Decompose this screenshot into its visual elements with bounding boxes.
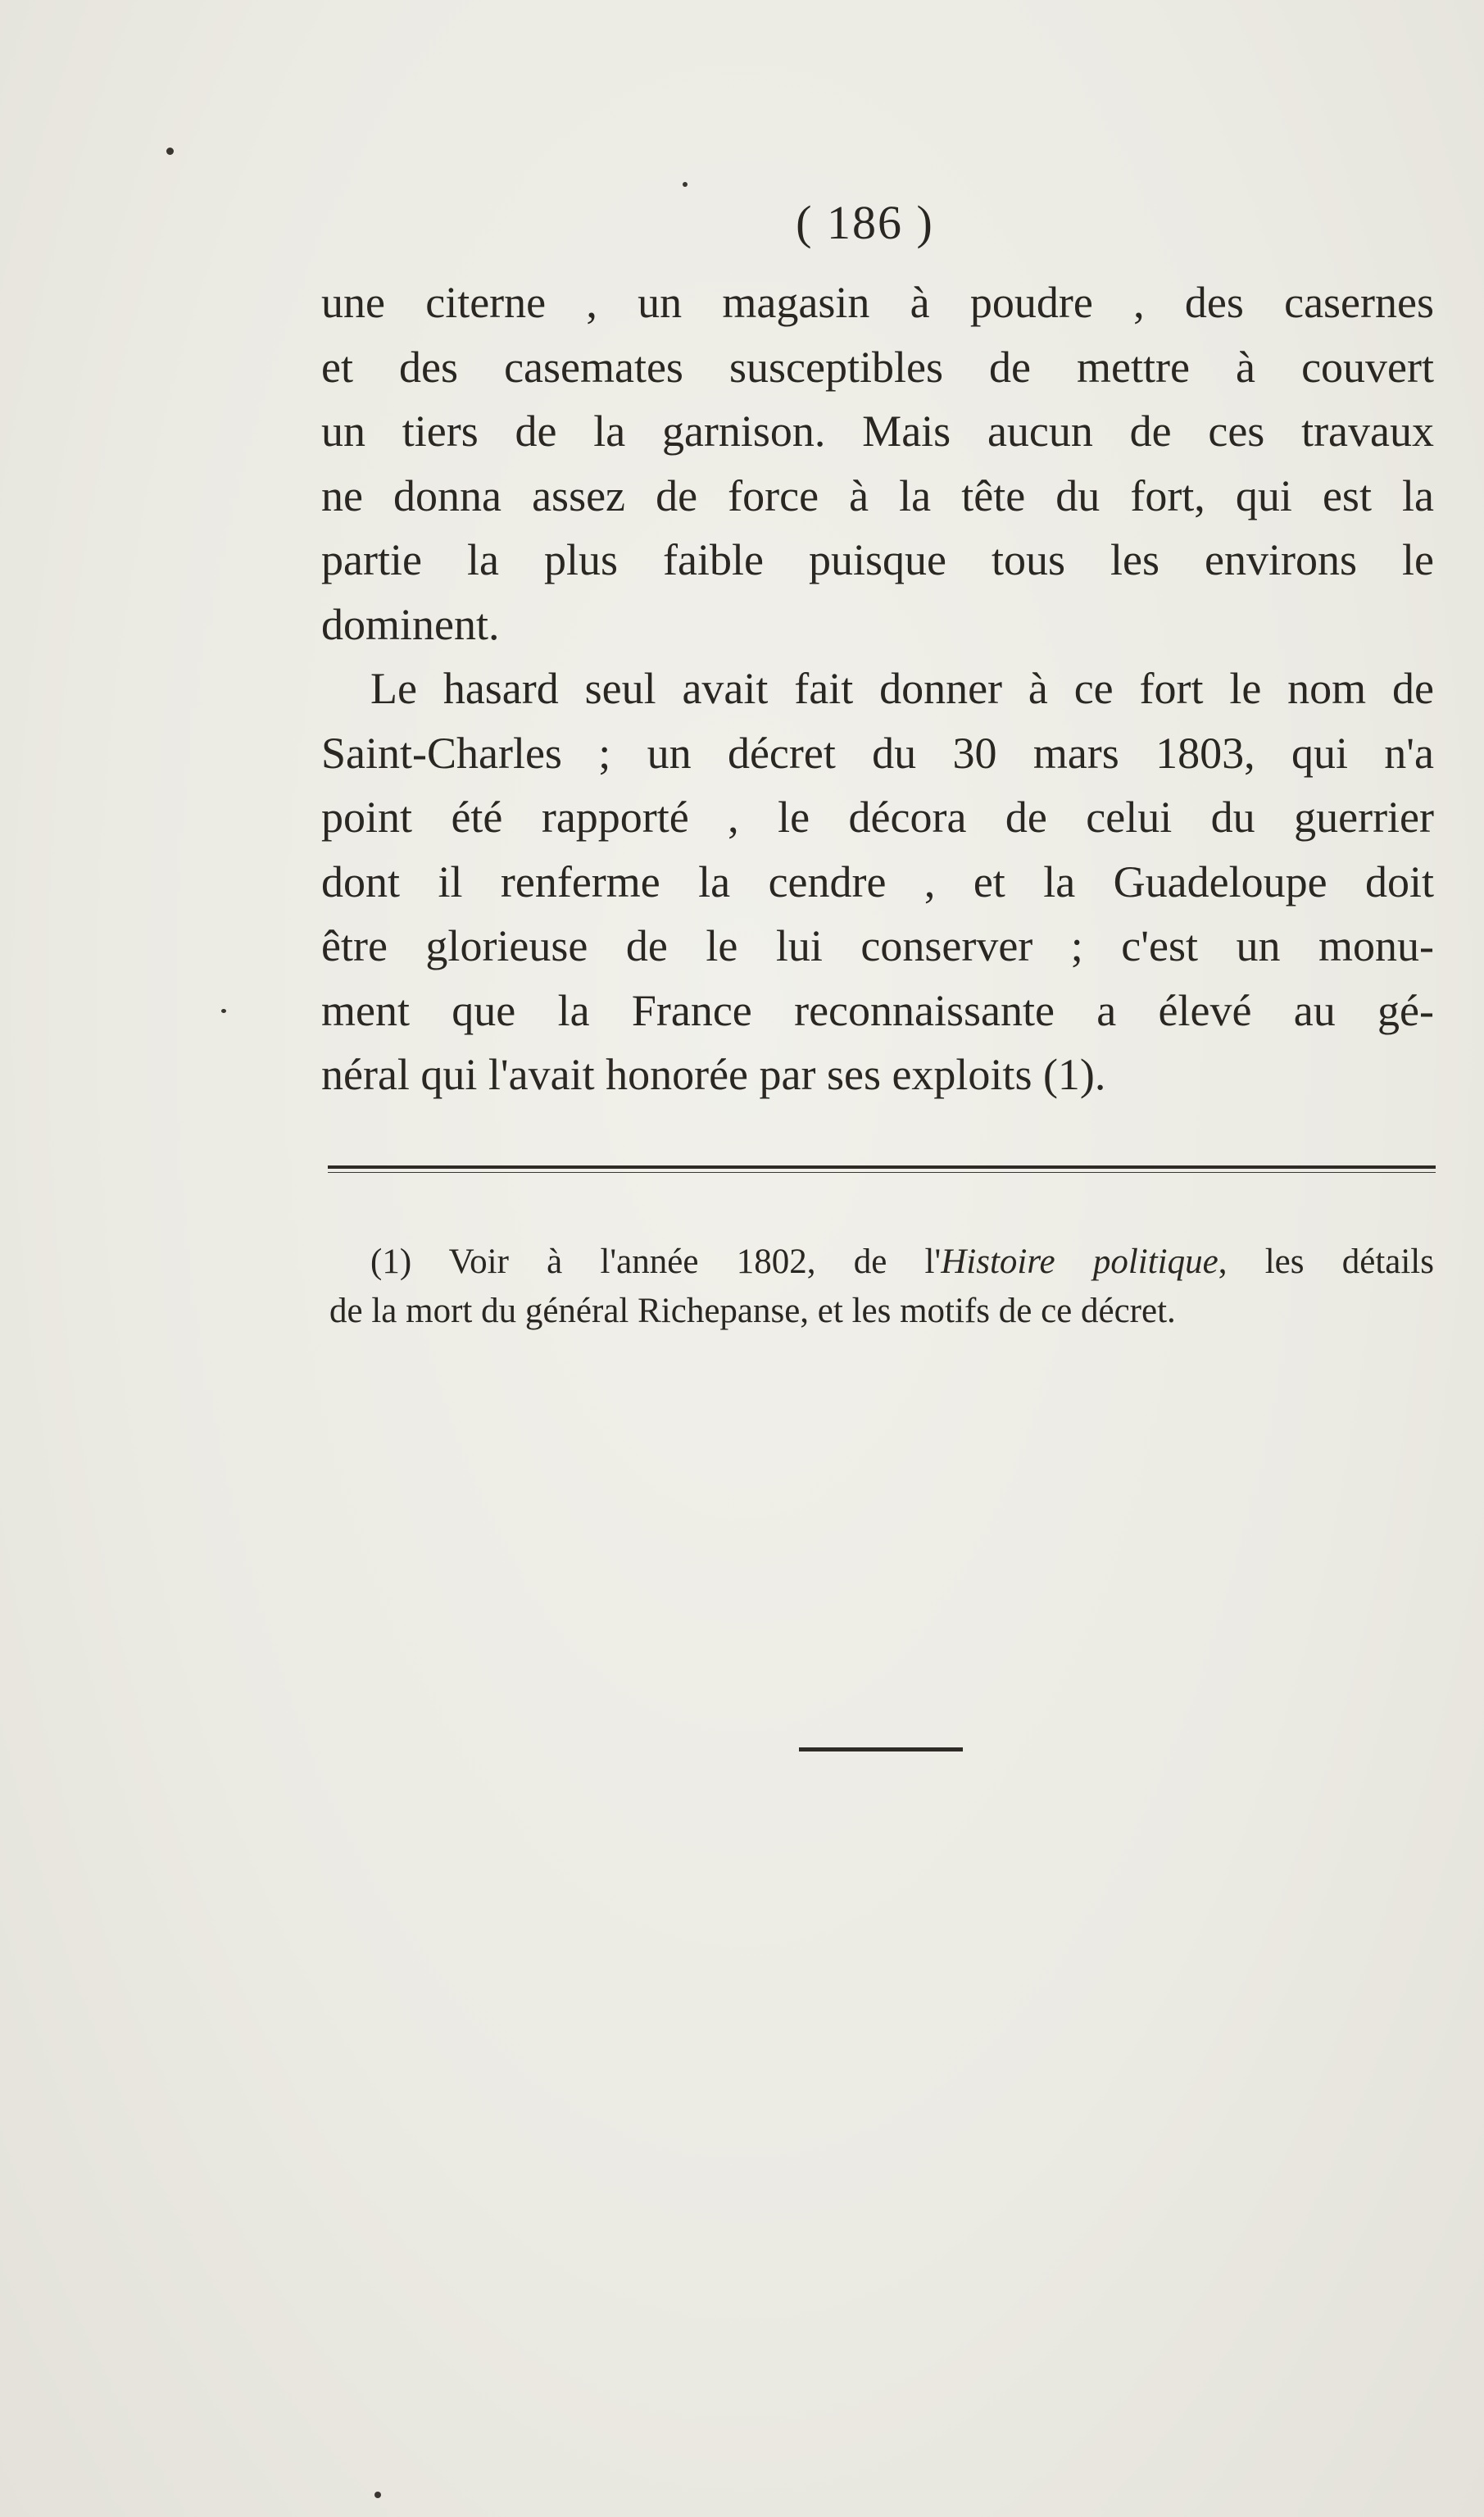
text-line: dominent.: [321, 599, 500, 649]
text-line: dont il renferme la cendre , et la Guadeloupe doit: [321, 856, 1434, 906]
footnote-separator-rule: [328, 1165, 1436, 1169]
body-text: [321, 270, 1434, 1107]
end-of-page-rule: [799, 1747, 963, 1751]
footnote-text: (1) Voir à l'année 1802, de l': [370, 1243, 942, 1281]
footnote-separator-rule-thin: [328, 1172, 1436, 1173]
text-line: Saint-Charles ; un décret du 30 mars 1803, qui n'a: [321, 728, 1434, 778]
footnote-work-title: Histoire politique: [941, 1243, 1219, 1281]
text-line: et des casemates susceptibles de mettre à couvert: [321, 342, 1434, 392]
paper-speck: [683, 182, 688, 187]
footnote-line: [329, 1238, 1434, 1287]
text-line: un tiers de la garnison. Mais aucun de ces travaux: [321, 407, 1434, 456]
text-line: partie la plus faible puisque tous les environs le: [321, 535, 1434, 584]
text-line: ment que la France reconnaissante a élevé au gé-: [321, 985, 1434, 1035]
text-line: néral qui l'avait honorée par ses exploits (1).: [321, 1050, 1106, 1099]
paper-speck: [221, 1009, 226, 1013]
text-line: point été rapporté , le décora de celui du guerrier: [321, 793, 1434, 842]
paper-speck: [374, 2492, 381, 2498]
text-line: être glorieuse de le lui conserver ; c'est un monu-: [321, 921, 1434, 970]
paragraph-start-line: Le hasard seul avait fait donner à ce fort le nom de: [370, 664, 1434, 713]
page-number: ( 186 ): [796, 196, 934, 249]
footnote-text: , les détails: [1218, 1243, 1434, 1281]
paper-speck: [166, 148, 174, 155]
text-line: ne donna assez de force à la tête du fort, qui est la: [321, 470, 1434, 520]
footnote-line: de la mort du général Richepanse, et les motifs de ce décret.: [329, 1292, 1176, 1330]
text-line: une citerne , un magasin à poudre , des casernes: [321, 278, 1434, 327]
footnote: [329, 1238, 1434, 1336]
